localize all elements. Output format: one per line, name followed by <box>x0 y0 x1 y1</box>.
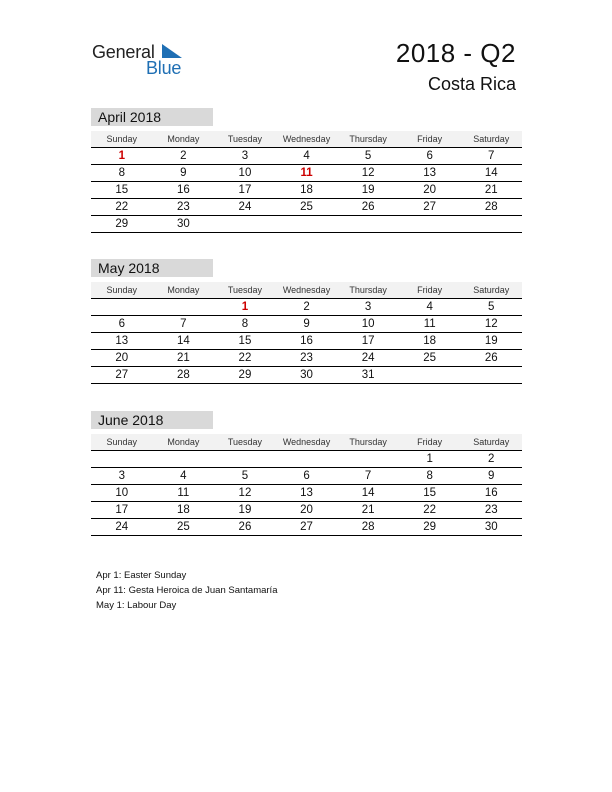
day-cell: 18 <box>423 335 437 347</box>
day-cell: 14 <box>176 335 190 347</box>
day-cell: 17 <box>238 184 252 196</box>
empty-day-cell <box>214 451 276 467</box>
weekday-label: Tuesday <box>227 134 263 144</box>
day-cell: 22 <box>115 201 129 213</box>
day-cell: 9 <box>303 318 310 330</box>
weekday-header <box>91 434 522 451</box>
week-row <box>91 367 522 384</box>
weekday-label: Wednesday <box>282 134 331 144</box>
holiday-note: May 1: Labour Day <box>96 600 177 611</box>
day-cell: 8 <box>241 318 249 330</box>
day-cell: 29 <box>423 521 437 533</box>
week-row <box>91 216 522 233</box>
weekday-label: Monday <box>167 285 200 295</box>
day-cell: 30 <box>484 521 498 533</box>
day-cell: 18 <box>300 184 313 196</box>
day-cell: 8 <box>426 470 433 482</box>
weekday-label: Monday <box>167 134 200 144</box>
day-cell: 12 <box>238 487 252 499</box>
day-cell: 27 <box>115 369 129 381</box>
day-cell: 21 <box>361 504 375 516</box>
logo <box>92 40 192 80</box>
empty-day-cell <box>276 451 338 467</box>
weekday-label: Thursday <box>349 285 387 295</box>
weekday-label: Thursday <box>349 437 387 447</box>
week-row <box>91 199 522 216</box>
day-cell: 28 <box>361 521 375 533</box>
day-cell: 7 <box>364 470 372 482</box>
day-cell: 22 <box>423 504 437 516</box>
day-cell: 4 <box>303 150 310 162</box>
day-cell: 5 <box>241 470 249 482</box>
logo-general-text: General <box>92 42 155 62</box>
day-cell: 28 <box>176 369 190 381</box>
day-cell: 11 <box>300 167 313 179</box>
holiday-notes <box>96 568 277 613</box>
day-cell: 23 <box>484 504 498 516</box>
day-cell: 31 <box>361 369 375 381</box>
day-cell: 6 <box>303 470 310 482</box>
day-cell: 5 <box>364 150 372 162</box>
day-cell: 23 <box>176 201 190 213</box>
week-row <box>91 519 522 536</box>
week-row <box>91 502 522 519</box>
logo-blue-text: Blue <box>146 58 182 78</box>
day-cell: 4 <box>180 470 187 482</box>
empty-day-cell <box>276 216 338 232</box>
day-cell: 2 <box>180 150 187 162</box>
day-cell: 26 <box>361 201 375 213</box>
month-april <box>91 108 522 233</box>
weekday-label: Friday <box>417 437 443 447</box>
day-cell: 10 <box>361 318 375 330</box>
day-cell: 26 <box>484 352 498 364</box>
day-cell: 16 <box>300 335 313 347</box>
weekday-label: Sunday <box>106 134 138 144</box>
weekday-label: Wednesday <box>282 437 331 447</box>
empty-day-cell <box>214 216 276 232</box>
day-cell: 17 <box>115 504 129 516</box>
day-cell: 13 <box>423 167 437 179</box>
day-cell: 19 <box>484 335 498 347</box>
day-cell: 10 <box>238 167 252 179</box>
day-cell: 16 <box>176 184 190 196</box>
day-cell: 13 <box>300 487 313 499</box>
day-cell: 19 <box>238 504 252 516</box>
day-cell: 1 <box>241 301 249 313</box>
weekday-label: Sunday <box>106 285 138 295</box>
day-cell: 18 <box>176 504 190 516</box>
day-cell: 6 <box>118 318 125 330</box>
weekday-label: Sunday <box>106 437 138 447</box>
day-cell: 11 <box>177 487 190 499</box>
empty-day-cell <box>91 299 153 315</box>
weekday-label: Monday <box>167 437 200 447</box>
day-cell: 24 <box>238 201 252 213</box>
week-row <box>91 451 522 468</box>
day-cell: 3 <box>118 470 125 482</box>
week-row <box>91 182 522 199</box>
day-cell: 19 <box>361 184 375 196</box>
week-row <box>91 485 522 502</box>
empty-day-cell <box>153 299 215 315</box>
empty-day-cell <box>399 216 461 232</box>
weekday-label: Thursday <box>349 134 387 144</box>
day-cell: 16 <box>484 487 498 499</box>
day-cell: 20 <box>300 504 313 516</box>
month-label: May 2018 <box>91 259 213 277</box>
day-cell: 7 <box>488 150 495 162</box>
country-name: Costa Rica <box>427 74 516 94</box>
empty-day-cell <box>460 367 522 383</box>
weekday-label: Saturday <box>473 134 510 144</box>
day-cell: 9 <box>180 167 187 179</box>
week-row <box>91 165 522 182</box>
day-cell: 10 <box>115 487 129 499</box>
day-cell: 3 <box>241 150 249 162</box>
day-cell: 2 <box>488 453 495 465</box>
day-cell: 20 <box>115 352 129 364</box>
holiday-note: Apr 1: Easter Sunday <box>96 570 187 581</box>
day-cell: 15 <box>423 487 437 499</box>
day-cell: 2 <box>303 301 310 313</box>
weekday-header <box>91 131 522 148</box>
weekday-label: Saturday <box>473 437 510 447</box>
day-cell: 14 <box>484 167 498 179</box>
day-cell: 27 <box>300 521 313 533</box>
day-cell: 14 <box>361 487 375 499</box>
day-cell: 5 <box>488 301 495 313</box>
day-cell: 17 <box>361 335 375 347</box>
day-cell: 29 <box>238 369 252 381</box>
month-june <box>91 411 522 536</box>
week-row <box>91 350 522 367</box>
day-cell: 1 <box>426 453 433 465</box>
page-title: 2018 - Q2 <box>395 38 516 68</box>
day-cell: 22 <box>238 352 252 364</box>
day-cell: 11 <box>423 318 436 330</box>
day-cell: 25 <box>176 521 190 533</box>
day-cell: 13 <box>115 335 129 347</box>
day-cell: 6 <box>426 150 433 162</box>
day-cell: 21 <box>176 352 190 364</box>
day-cell: 4 <box>426 301 433 313</box>
day-cell: 15 <box>238 335 252 347</box>
day-cell: 28 <box>484 201 498 213</box>
day-cell: 15 <box>115 184 129 196</box>
day-cell: 3 <box>364 301 372 313</box>
day-cell: 23 <box>300 352 313 364</box>
week-row <box>91 299 522 316</box>
week-row <box>91 333 522 350</box>
day-cell: 7 <box>180 318 187 330</box>
day-cell: 26 <box>238 521 252 533</box>
empty-day-cell <box>153 451 215 467</box>
day-cell: 12 <box>484 318 498 330</box>
empty-day-cell <box>399 367 461 383</box>
day-cell: 30 <box>300 369 313 381</box>
day-cell: 21 <box>484 184 498 196</box>
week-row <box>91 468 522 485</box>
day-cell: 24 <box>115 521 129 533</box>
empty-day-cell <box>337 451 399 467</box>
day-cell: 12 <box>361 167 375 179</box>
holiday-note: Apr 11: Gesta Heroica de Juan Santamaría <box>96 585 278 596</box>
month-label: June 2018 <box>91 411 213 429</box>
month-may <box>91 259 522 384</box>
empty-day-cell <box>337 216 399 232</box>
weekday-header <box>91 282 522 299</box>
day-cell: 9 <box>488 470 495 482</box>
month-label: April 2018 <box>91 108 213 126</box>
weekday-label: Tuesday <box>227 437 263 447</box>
day-cell: 24 <box>361 352 375 364</box>
week-row <box>91 316 522 333</box>
weekday-label: Friday <box>417 285 443 295</box>
day-cell: 25 <box>423 352 437 364</box>
weekday-label: Tuesday <box>227 285 263 295</box>
week-row <box>91 148 522 165</box>
day-cell: 1 <box>118 150 125 162</box>
empty-day-cell <box>460 216 522 232</box>
day-cell: 29 <box>115 218 129 230</box>
weekday-label: Wednesday <box>282 285 331 295</box>
weekday-label: Friday <box>417 134 443 144</box>
day-cell: 30 <box>176 218 190 230</box>
day-cell: 27 <box>423 201 437 213</box>
day-cell: 8 <box>118 167 125 179</box>
weekday-label: Saturday <box>473 285 510 295</box>
day-cell: 25 <box>300 201 313 213</box>
day-cell: 20 <box>423 184 437 196</box>
empty-day-cell <box>91 451 153 467</box>
